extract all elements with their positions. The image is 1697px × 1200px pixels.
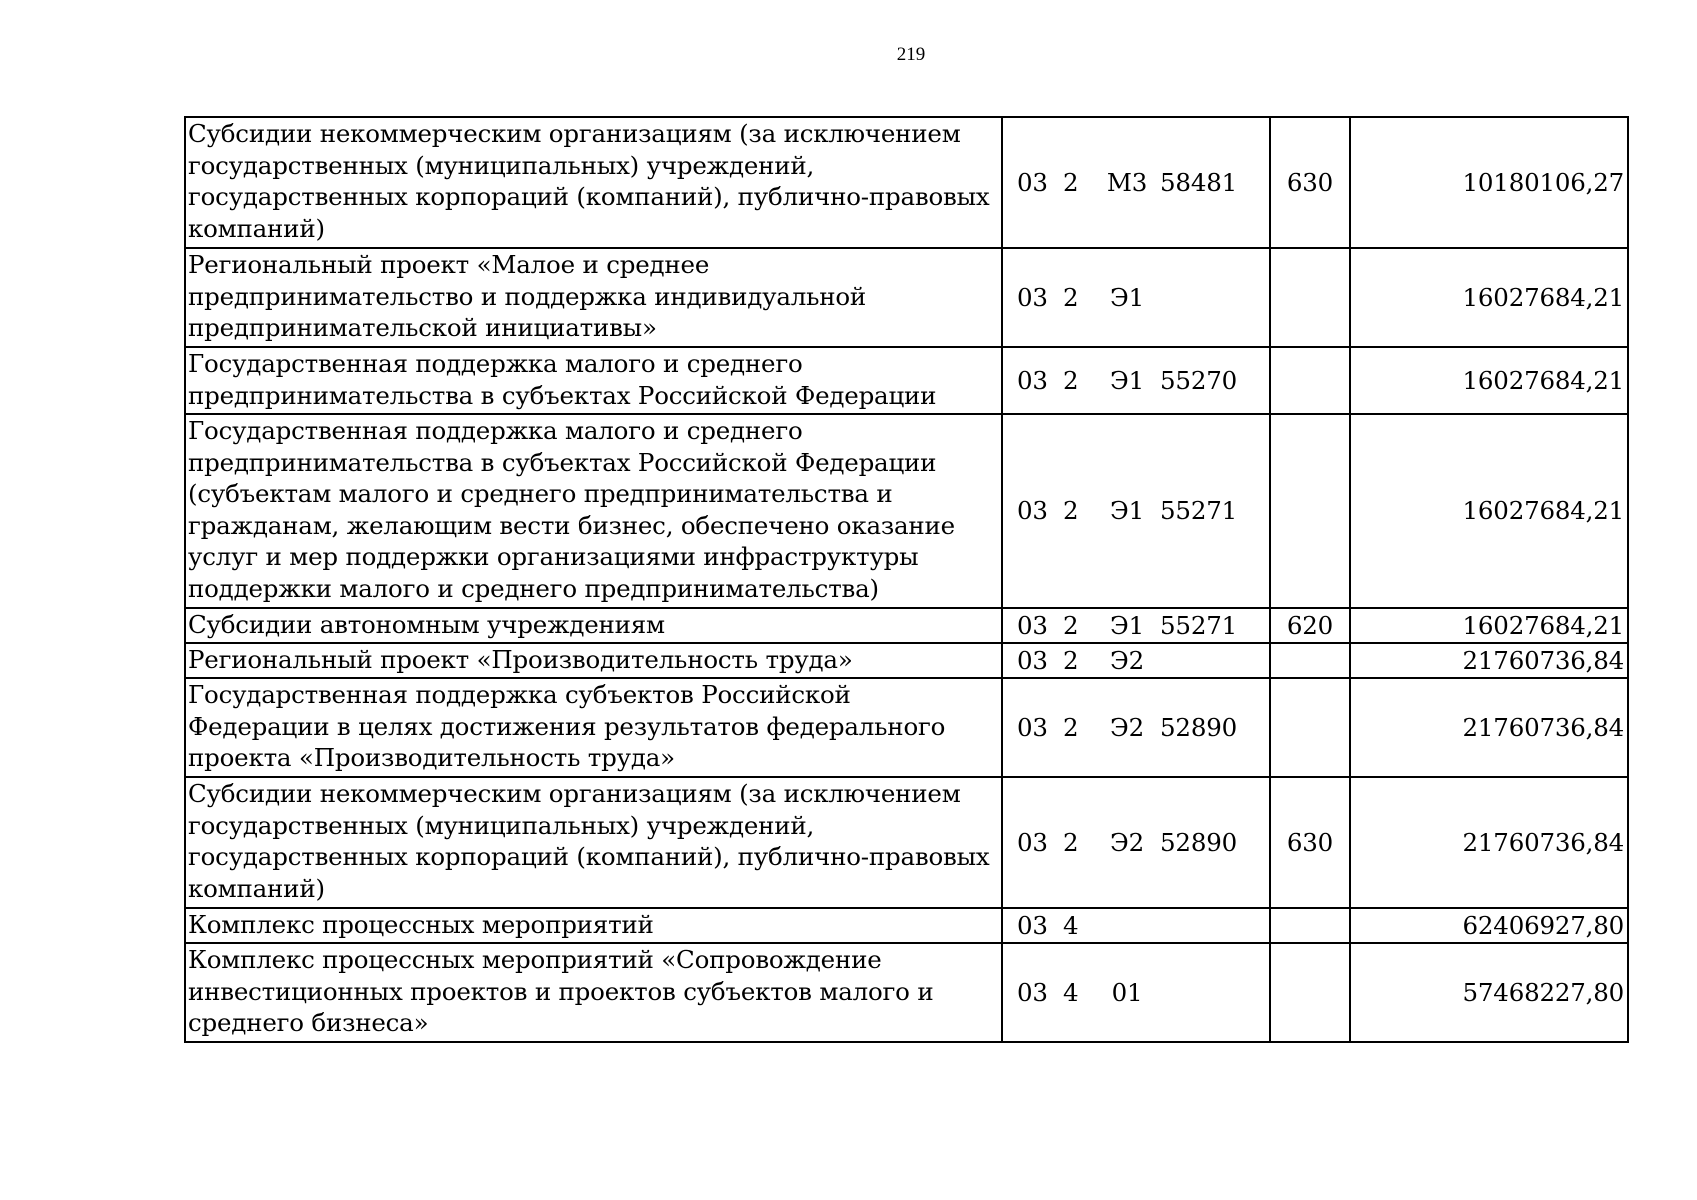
- code-direction: 52890: [1160, 827, 1237, 857]
- row-name: Субсидии автономным учреждениям: [185, 608, 1002, 643]
- row-amount: 16027684,21: [1350, 608, 1628, 643]
- row-expense-kind: 630: [1270, 777, 1350, 908]
- row-name: Государственная поддержка малого и среднего предпринимательства в субъектах Российской Федерации (субъектам малого и среднего предпринимательства и гражданам, желающим вести бизнес, обеспечено оказание услуг и мер поддержки организациями инфраструктуры поддержки малого и среднего предпринимательства): [185, 414, 1002, 608]
- row-code: [1002, 678, 1270, 777]
- row-amount: 16027684,21: [1350, 414, 1628, 608]
- row-expense-kind: [1270, 943, 1350, 1042]
- code-subprogram: Э2: [1110, 645, 1144, 675]
- row-expense-kind: [1270, 414, 1350, 608]
- row-name: Государственная поддержка малого и среднего предпринимательства в субъектах Российской Федерации: [185, 347, 1002, 414]
- row-name: Субсидии некоммерческим организациям (за исключением государственных (муниципальных) учреждений, государственных корпораций (компаний), публично-правовых компаний): [185, 117, 1002, 248]
- code-program: 2: [1063, 827, 1079, 857]
- row-name: Комплекс процессных мероприятий «Сопровождение инвестиционных проектов и проектов субъектов малого и среднего бизнеса»: [185, 943, 1002, 1042]
- row-name: Государственная поддержка субъектов Российской Федерации в целях достижения результатов федерального проекта «Производительность труда»: [185, 678, 1002, 777]
- code-direction: 52890: [1160, 712, 1237, 742]
- code-section: 03: [1017, 167, 1048, 197]
- row-amount: 21760736,84: [1350, 777, 1628, 908]
- row-amount: 62406927,80: [1350, 908, 1628, 943]
- code-subprogram: М3: [1106, 167, 1148, 197]
- code-subprogram: Э1: [1110, 496, 1144, 526]
- row-code: [1002, 643, 1270, 678]
- row-code: [1002, 414, 1270, 608]
- row-code: [1002, 943, 1270, 1042]
- budget-table: [184, 116, 1629, 1043]
- table-row: [185, 117, 1628, 248]
- code-section: 03: [1017, 910, 1048, 940]
- code-subprogram: Э2: [1110, 827, 1144, 857]
- code-program: 2: [1063, 496, 1079, 526]
- row-code: [1002, 117, 1270, 248]
- page-number: 219: [896, 44, 926, 65]
- code-direction: 55271: [1160, 496, 1237, 526]
- code-subprogram: Э2: [1110, 712, 1144, 742]
- code-section: 03: [1017, 282, 1048, 312]
- row-amount: 21760736,84: [1350, 643, 1628, 678]
- row-amount: 10180106,27: [1350, 117, 1628, 248]
- code-program: 2: [1063, 610, 1079, 640]
- row-expense-kind: [1270, 908, 1350, 943]
- code-program: 2: [1063, 645, 1079, 675]
- row-amount: 16027684,21: [1350, 347, 1628, 414]
- code-section: 03: [1017, 827, 1048, 857]
- code-program: 2: [1063, 167, 1079, 197]
- row-expense-kind: [1270, 347, 1350, 414]
- code-subprogram: 01: [1111, 977, 1143, 1007]
- row-name: Субсидии некоммерческим организациям (за исключением государственных (муниципальных) учреждений, государственных корпораций (компаний), публично-правовых компаний): [185, 777, 1002, 908]
- row-expense-kind: [1270, 643, 1350, 678]
- row-name: Комплекс процессных мероприятий: [185, 908, 1002, 943]
- code-section: 03: [1017, 365, 1048, 395]
- code-subprogram: Э1: [1110, 282, 1144, 312]
- table-row: [185, 248, 1628, 347]
- table-row: [185, 643, 1628, 678]
- code-direction: 55270: [1160, 365, 1237, 395]
- row-code: [1002, 608, 1270, 643]
- code-program: 4: [1063, 910, 1079, 940]
- row-code: [1002, 248, 1270, 347]
- row-expense-kind: 620: [1270, 608, 1350, 643]
- row-name: Региональный проект «Производительность труда»: [185, 643, 1002, 678]
- code-section: 03: [1017, 610, 1048, 640]
- table-row: [185, 347, 1628, 414]
- row-amount: 57468227,80: [1350, 943, 1628, 1042]
- code-direction: 58481: [1160, 167, 1237, 197]
- row-code: [1002, 908, 1270, 943]
- code-subprogram: Э1: [1110, 610, 1144, 640]
- code-program: 4: [1063, 977, 1079, 1007]
- code-program: 2: [1063, 282, 1079, 312]
- row-code: [1002, 347, 1270, 414]
- code-subprogram: Э1: [1110, 365, 1144, 395]
- code-section: 03: [1017, 712, 1048, 742]
- table-row: [185, 908, 1628, 943]
- code-program: 2: [1063, 712, 1079, 742]
- row-expense-kind: 630: [1270, 117, 1350, 248]
- table-row: [185, 678, 1628, 777]
- table-row: [185, 608, 1628, 643]
- code-direction: 55271: [1160, 610, 1237, 640]
- row-code: [1002, 777, 1270, 908]
- row-name: Региональный проект «Малое и среднее предпринимательство и поддержка индивидуальной предпринимательской инициативы»: [185, 248, 1002, 347]
- code-program: 2: [1063, 365, 1079, 395]
- code-section: 03: [1017, 496, 1048, 526]
- row-amount: 16027684,21: [1350, 248, 1628, 347]
- table-row: [185, 777, 1628, 908]
- row-expense-kind: [1270, 678, 1350, 777]
- table-row: [185, 943, 1628, 1042]
- code-section: 03: [1017, 977, 1048, 1007]
- row-amount: 21760736,84: [1350, 678, 1628, 777]
- code-section: 03: [1017, 645, 1048, 675]
- table-row: [185, 414, 1628, 608]
- row-expense-kind: [1270, 248, 1350, 347]
